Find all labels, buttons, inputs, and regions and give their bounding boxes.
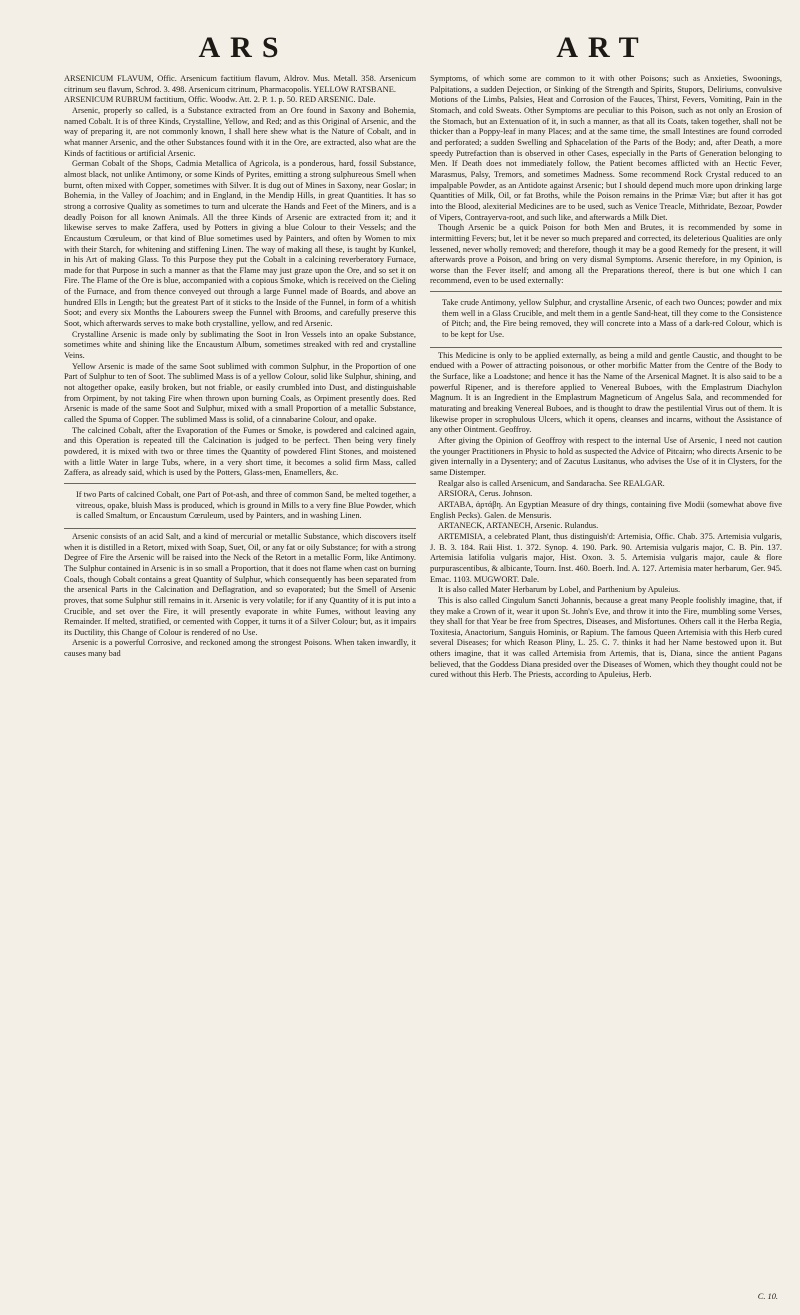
entry-arsenicum-flavum: ARSENICUM FLAVUM, Offic. Arsenicum factitium flavum, Aldrov. Mus. Metall. 358. Arsenicum citrinum seu flavum, Schrod. 3. 498. Arsenicum citrinum, Pharmacopolis. YELLOW RATSBANE. — [64, 74, 416, 94]
entry-artaba: ARTABA, ἀρτάβη. An Egyptian Measure of dry things, containing five Modii (somewhat above five English Pecks). Galen. de Mensuris. — [430, 499, 782, 520]
paragraph: Symptoms, of which some are common to it with other Poisons; such as Anxieties, Swoonings, Palpitations, a sudden Dejection, or Sinking of the Strength and Spirits, Stupors, Deliriums, convulsive Motions of the Limbs, Palsies, Heat and Corrosion of the Fauces, Thirst, Fevers, Vomiting, Pain in the Stomach, and cold Sweats. Other Symptoms are peculiar to this Poison, such as not only an Erosion of the Stomach, but an Extenuation of it, in such a manner, as that all its Coats, taken together, shall not be thicker than a Poppy-leaf in many Places; and at the same time, the small Intestines are found corroded and perforated; a sudden Swelling and Sphacelation of the Parts of the Body; and, after Death, a more speedy Putrefaction than is observed in other Cases, especially in the Parts of Generation belonging to Men. If Death does not immediately follow, the Patient becomes afflicted with an Hectic Fever, Marasmus, Palsy, Tremors, and sometimes Madness. Some recommend Rock Crystal reduced to an impalpable Powder, as an Antidote against Arsenic; but I should depend much more upon drinking large Quantities of Milk, Oil, or fat Broths, while the Poison remains in the Primæ Viæ; but after it has got into the Blood, alexiterial Medicines are to be used, such as Venice Treacle, Mithridate, Bezoar, Powder of Vipers, Contrayerva-root, and such like, and afterwards a Milk Diet. — [430, 74, 782, 222]
running-headers — [64, 22, 782, 74]
paragraph: Though Arsenic be a quick Poison for both Men and Brutes, it is recommended by some in intermitting Fevers; but, let it be never so much prepared and corrected, its deleterious Qualities are only lessened, never wholly removed; and therefore, though it may be a good Remedy for the present, it will afterwards prove a Poison, and bring on very dismal Symptoms. Arsenic therefore, in my Opinion, is worse than the Fever itself; and among all the Preparations thereof, there is but one which I can recommend, even to be used externally: — [430, 223, 782, 286]
paragraph: German Cobalt of the Shops, Cadmia Metallica of Agricola, is a ponderous, hard, fossil Substance, almost black, not unlike Antimony, or some Kinds of Pyrites, emitting a strong sulphureous Smell when burnt, often mixed with Copper, sometimes with Silver. It is dug out of Mines in Saxony, near Goslar; in Bohemia, in the Valley of Joachim; and in England, in the Mendip Hills, in great Quantities. It has so strong a corrosive Quality as sometimes to turn and ulcerate the Hands and Feet of the Miners, and is a deadly Poison for all known Animals. All the three Kinds of Arsenic are extracted from it; and it likewise serves to make Zaffera, used by Potters in giving a blue Colour to their Vessels; and the Encaustum Cœruleum, or that kind of Blue sometimes used by Painters, and often by Women to mix with their Starch, for whitening and stiffening Linen. The way of making all these, is taught by Kunkel, in his Art of making Glass. To this Purpose they put the Cobalt in a calcining reverberatory Furnace, made for that Purpose in such a manner as that the Flame may just graze upon the Ore, and so set it on Fire. The Flame of the Ore is blue, accompanied with a copious Smoke, which is received on the Cieling of the Furnace, and from thence conveyed out through a large Funnel made of Boards, and above an hundred Ells in Length; but the greatest Part of it sticks to the Inside of the Funnel, in form of a whitish Soot; and every six Months the Labourers sweep the Funnel with Brooms, and carefully preserve this Soot, which afterwards serves to make both crystalline, yellow, and red Arsenic. — [64, 159, 416, 329]
divider — [430, 347, 782, 348]
divider — [64, 483, 416, 484]
recipe-block: If two Parts of calcined Cobalt, one Part of Pot-ash, and three of common Sand, be melted together, a vitreous, opake, bluish Mass is produced, which is ground in Mills to a very fine Blue Powder, which is called Smaltum, or Encaustum Cœruleum, used by Painters, and in washing Linen. — [76, 489, 416, 521]
right-column — [430, 74, 782, 681]
paragraph: The calcined Cobalt, after the Evaporation of the Fumes or Smoke, is powdered and calcined again, and this Operation is repeated till the Calcination is judged to be perfect. Then being very finely powdered, it is mixed with two or three times the Quantity of powdered Flint Stones, and moistened with a little Water in large Tubs, where, in a very short time, it becomes a solid firm Mass, called Zaffera, as already said, which is used by the Potters, Glass-men, Enamellers, &c. — [64, 425, 416, 478]
divider — [430, 291, 782, 292]
divider — [64, 528, 416, 529]
paragraph: Arsenic is a powerful Corrosive, and reckoned among the strongest Poisons. When taken inwardly, it causes many bad — [64, 638, 416, 659]
paragraph: Arsenic consists of an acid Salt, and a kind of mercurial or metallic Substance, which discovers itself when it is distilled in a Retort, mixed with Soap, Suet, Oil, or any fat or oily Substance; for with a strong Degree of Fire the Arsenic will be raised into the Neck of the Retort in a metallic Form, like Antimony. The Sulphur contained in Arsenic is in so small a Proportion, that it does not flame when cast on burning Coals, though Cobalt contains a great Quantity of Sulphur, which consequently has been separated from the arsenical Parts in the Calcination and Deflagration, and so evaporated; but the Smell of Arsenic proves, that some Sulphur still remains in it. Arsenic is very volatile; for if any Quantity of it is put into a Crucible, and set over the Fire, it will presently evaporate in white Fumes, without leaving any Remainder. If melted, stratified, or cemented with Copper, it turns it of a Silver Colour; but, as it impairs its Ductility, this Change of Colour is rendered of no Use. — [64, 531, 416, 637]
entry-arsiora: ARSIORA, Cerus. Johnson. — [438, 489, 533, 499]
paragraph: Arsenic, properly so called, is a Substance extracted from an Ore found in Saxony and Bohemia, named Cobalt. It is of three Kinds, Crystalline, Yellow, and Red; and as this Original of Arsenic, and the way of preparing it, are not commonly known, I shall here shew what is the Nature of Cobalt, and in what manner Arsenic, and the other Substances found with it in the Ore, are extracted, also what are the Kinds of factitious or artificial Arsenic. — [64, 105, 416, 158]
paragraph: Yellow Arsenic is made of the same Soot sublimed with common Sulphur, in the Proportion of one Part of Sulphur to ten of Soot. The sublimed Mass is of a yellow Colour, solid like Sulphur, shining, and not altogether opake, easily broken, but not friable, or easily crumbled into Dust, and distinguishable from Orpiment, by not taking Fire when thrown upon burning Coals, as Orpiment presently does. Red Arsenic is made of the same Soot and Sulphur, mixed with a small Proportion of a metallic Substance, called the Spuma of Copper. The sublimed Mass is solid, of a cinnabarine Colour, and opake. — [64, 361, 416, 424]
paragraph: Crystalline Arsenic is made only by sublimating the Soot in Iron Vessels into an opake Substance, sometimes white and shining like the Encaustum Album, sometimes streaked with red and crystalline Veins. — [64, 329, 416, 361]
paragraph: This is also called Cingulum Sancti Johannis, because a great many People foolishly imagine, that, if they make a Crown of it, wear it upon St. John's Eve, and throw it into the Fire, mumbling some Verses, they shall for that Year be free from Spectres, Diseases, and Misfortunes. Others call it the Herba Regia, Toxitesia, Anactorium, Sanguis Hominis, or Rapium. The famous Queen Artemisia with this Herb cured several Diseases; for which Reason Pliny, L. 25. C. 7. thinks it had her Name bestowed upon it. But others imagine, that it was called Artemisia from Artemis, that is, Diana, since the antient Pagans believed, that the Goddess Diana presided over the Diseases of Women, which they thought could not be cured without this Herb. The Priests, according to Apuleius, Herb. — [430, 595, 782, 680]
columns — [64, 74, 782, 681]
header-left: ARS — [198, 31, 289, 64]
paragraph: This Medicine is only to be applied externally, as being a mild and gentle Caustic, and thought to be endued with a Power of attracting poisonous, or other morbific Matter from the Centre of the Body to the Surface, like a Loadstone; and hence it has the Name of the Arsenical Magnet. It is also said to be a powerful Ripener, and is therefore applied to Venereal Buboes, with the Emplastrum Diachylon Magnum. It is an Ingredient in the Emplastrum Magneticum of Angelus Sala, and recommended for maturating and breaking Venereal Buboes, and is thought to draw the pestilential Virus out of them. It is likewise proper in scrophulous Ulcers, which it opens, cleanses and incarns, without the Assistance of any other Ointment. Geoffroy. — [430, 350, 782, 435]
entry-artemisia: ARTEMISIA, a celebrated Plant, thus distinguish'd: Artemisia, Offic. Chab. 375. Artemisia vulgaris, J. B. 3. 184. Raii Hist. 1. 372. Synop. 4. 190. Park. 90. Artemisia vulgaris major, C. B. Pin. 137. Artemisia latifolia vulgaris major, Hist. Oxon. 3. 5. Artemisia vulgaris major, caule & flore purpurascentibus, & albicante, Tourn. Inst. 460. Boerh. Ind. A. 127. Artemisia mater herbarum, Ger. 945. Emac. 1103. MUGWORT. Dale. — [430, 531, 782, 584]
paragraph: It is also called Mater Herbarum by Lobel, and Parthenium by Apuleius. — [438, 585, 681, 595]
entry-arsenicum-rubrum: ARSENICUM RUBRUM factitium, Offic. Woodw. Att. 2. P. 1. p. 50. RED ARSENIC. Dale. — [64, 95, 376, 105]
paragraph: After giving the Opinion of Geoffroy with respect to the internal Use of Arsenic, I need not caution the younger Practitioners in Physic to hold as suspected the Advice of Pitcairn; who directs Arsenic to be given internally in a Dysentery; and of Zacutus Lusitanus, who advises the Use of it in Clysters, for the same Distemper. — [430, 436, 782, 477]
entry-artaneck: ARTANECK, ARTANECH, Arsenic. Rulandus. — [438, 521, 599, 531]
left-column — [64, 74, 416, 681]
catchword: C. 10. — [757, 1292, 778, 1301]
header-right: ART — [556, 31, 649, 64]
recipe-block: Take crude Antimony, yellow Sulphur, and crystalline Arsenic, of each two Ounces; powder and mix them well in a Glass Crucible, and melt them in a gentle Sand-heat, till they come to the Consistence of Pitch; and, the Fire being removed, they will concrete into a Mass of a dark-red Colour, which is to be kept for Use. — [442, 298, 782, 340]
paragraph: Realgar also is called Arsenicum, and Sandaracha. See REALGAR. — [438, 478, 665, 488]
